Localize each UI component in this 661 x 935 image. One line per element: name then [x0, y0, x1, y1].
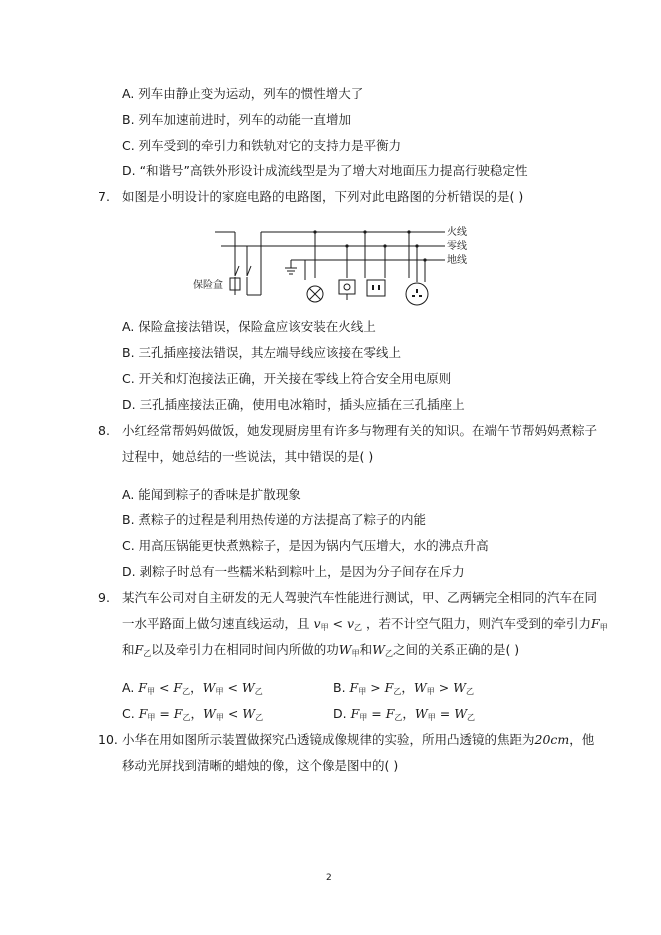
q7-option-a: A. 保险盒接法错误，保险盒应该安装在火线上: [122, 319, 376, 334]
q7-option-d: D. 三孔插座接法正确，使用电冰箱时，插头应插在三孔插座上: [122, 397, 465, 412]
q8-stem-line1: 小红经常帮妈妈做饭，她发现厨房里有许多与物理有关的知识。在端午节帮妈妈煮粽子: [122, 423, 598, 438]
q8-option-a: A. 能闻到粽子的香味是扩散现象: [122, 487, 301, 502]
q9-work-jia: $W_甲$: [338, 642, 360, 658]
q9-force-yi: $F_乙$: [134, 642, 152, 658]
q9-velocity-relation: $v_甲 < v_乙$: [313, 616, 363, 632]
q10-focal-length: 20cm: [534, 732, 570, 747]
q8-option-c: C. 用高压锅能更快煮熟粽子，是因为锅内气压增大，水的沸点升高: [122, 538, 489, 553]
q9-work-yi: $W_乙$: [372, 642, 393, 658]
q9-option-d: D. $F_甲 = F_乙$，$W_甲 = W_乙$: [333, 706, 476, 722]
q8-option-b: B. 煮粽子的过程是利用热传递的方法提高了粽子的内能: [122, 512, 427, 527]
q9-stem-text: ，若不计空气阻力，则汽车受到的牵引力: [366, 616, 592, 631]
q9-stem-text: 一水平路面上做匀速直线运动，且: [122, 616, 310, 631]
q7-circuit-diagram: [187, 220, 487, 320]
q9-option-a: A. $F_甲 < F_乙$，$W_甲 < W_乙$: [122, 680, 263, 696]
q6-option-d: D. “和谐号”高铁外形设计成流线型是为了增大对地面压力提高行驶稳定性: [122, 163, 528, 178]
q9-option-b: B. $F_甲 > F_乙$，$W_甲 > W_乙$: [333, 680, 474, 696]
q8-number: 8.: [98, 423, 110, 438]
q10-stem-line1: 小华在用如图所示装置做探究凸透镜成像规律的实验，所用凸透镜的焦距为20cm，他: [122, 732, 595, 747]
q10-stem-line2: 移动光屏找到清晰的蜡烛的像，这个像是图中的( ): [122, 758, 399, 773]
fuse-box-label: 保险盒: [193, 280, 223, 291]
q10-number: 10.: [98, 732, 118, 747]
q7-option-b: B. 三孔插座接法错误，其左端导线应该接在零线上: [122, 345, 402, 360]
ground-line-label: 地线: [447, 255, 467, 266]
q7-stem: 如图是小明设计的家庭电路的电路图，下列对此电路图的分析错误的是( ): [122, 189, 524, 204]
q6-option-a: A. 列车由静止变为运动，列车的惯性增大了: [122, 86, 364, 101]
q9-number: 9.: [98, 590, 110, 605]
q9-stem-text: 和: [359, 642, 373, 657]
q7-option-c: C. 开关和灯泡接法正确，开关接在零线上符合安全用电原则: [122, 371, 452, 386]
q9-stem-line3: [122, 641, 519, 663]
zero-line-label: 零线: [447, 241, 467, 252]
q9-stem-line2: [122, 615, 608, 637]
q9-option-c: C. $F_甲 = F_乙$，$W_甲 < W_乙$: [122, 706, 264, 722]
q9-stem-text: 和: [122, 642, 135, 657]
fire-line-label: 火线: [447, 227, 467, 238]
q6-option-c: C. 列车受到的牵引力和铁轨对它的支持力是平衡力: [122, 138, 402, 153]
q9-stem-line1: 某汽车公司对自主研发的无人驾驶汽车性能进行测试，甲、乙两辆完全相同的汽车在同: [122, 590, 598, 605]
q8-stem-line2: 过程中，她总结的一些说法，其中错误的是( ): [122, 449, 374, 464]
q7-number: 7.: [98, 189, 110, 204]
q9-force-jia: $F_甲$: [591, 616, 608, 632]
q8-option-d: D. 剥粽子时总有一些糯米粘到粽叶上，是因为分子间存在斥力: [122, 564, 465, 579]
q9-stem-text: 之间的关系正确的是( ): [392, 642, 520, 657]
page-number: 2: [326, 873, 332, 883]
q9-stem-text: 以及牵引力在相同时间内所做的功: [151, 642, 339, 657]
q6-option-b: B. 列车加速前进时，列车的动能一直增加: [122, 112, 352, 127]
